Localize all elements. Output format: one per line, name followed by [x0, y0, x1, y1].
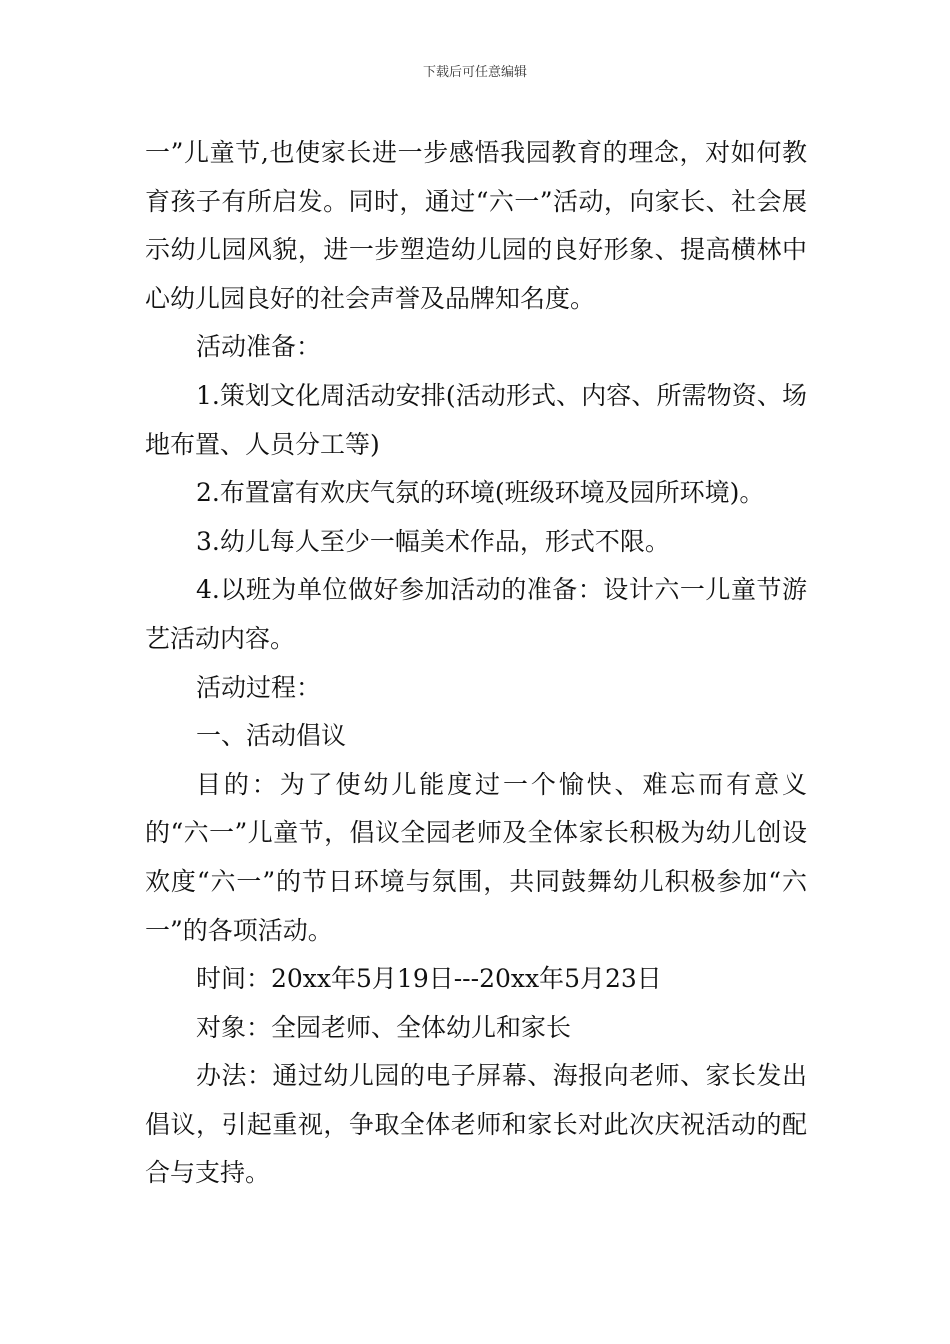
paragraph-preparation-item-1: 1.策划文化周活动安排(活动形式、内容、所需物资、场地布置、人员分工等) [145, 380, 807, 459]
paragraph-audience: 对象：全园老师、全体幼儿和家长 [196, 1012, 572, 1042]
paragraph-preparation-item-3: 3.幼儿每人至少一幅美术作品，形式不限。 [196, 526, 670, 556]
page-header-note: 下载后可任意编辑 [422, 65, 527, 80]
paragraph-method: 办法：通过幼儿园的电子屏幕、海报向老师、家长发出倡议，引起重视，争取全体老师和家长对此次庆祝活动的配合与支持。 [145, 1061, 807, 1188]
paragraph-intro-continuation: 一”儿童节,也使家长进一步感悟我园教育的理念，对如何教育孩子有所启发。同时，通过“六一”活动，向家长、社会展示幼儿园风貌，进一步塑造幼儿园的良好形象、提高横林中心幼儿园良好的社会声誉及品牌知名度。 [145, 138, 807, 313]
paragraph-preparation-item-2: 2.布置富有欢庆气氛的环境(班级环境及园所环境)。 [196, 478, 765, 508]
paragraph-purpose: 目的：为了使幼儿能度过一个愉快、难忘而有意义的“六一”儿童节，倡议全园老师及全体家长积极为幼儿创设欢度“六一”的节日环境与氛围，共同鼓舞幼儿积极参加“六一”的各项活动。 [145, 769, 807, 945]
paragraph-preparation-item-4: 4.以班为单位做好参加活动的准备：设计六一儿童节游艺活动内容。 [145, 575, 807, 653]
document-body [145, 129, 807, 1198]
paragraph-process-heading: 活动过程： [196, 672, 322, 702]
paragraph-time: 时间：20xx年5月19日---20xx年5月23日 [196, 964, 662, 994]
paragraph-section-one-heading: 一、活动倡议 [196, 721, 347, 751]
paragraph-preparation-heading: 活动准备： [196, 332, 322, 362]
